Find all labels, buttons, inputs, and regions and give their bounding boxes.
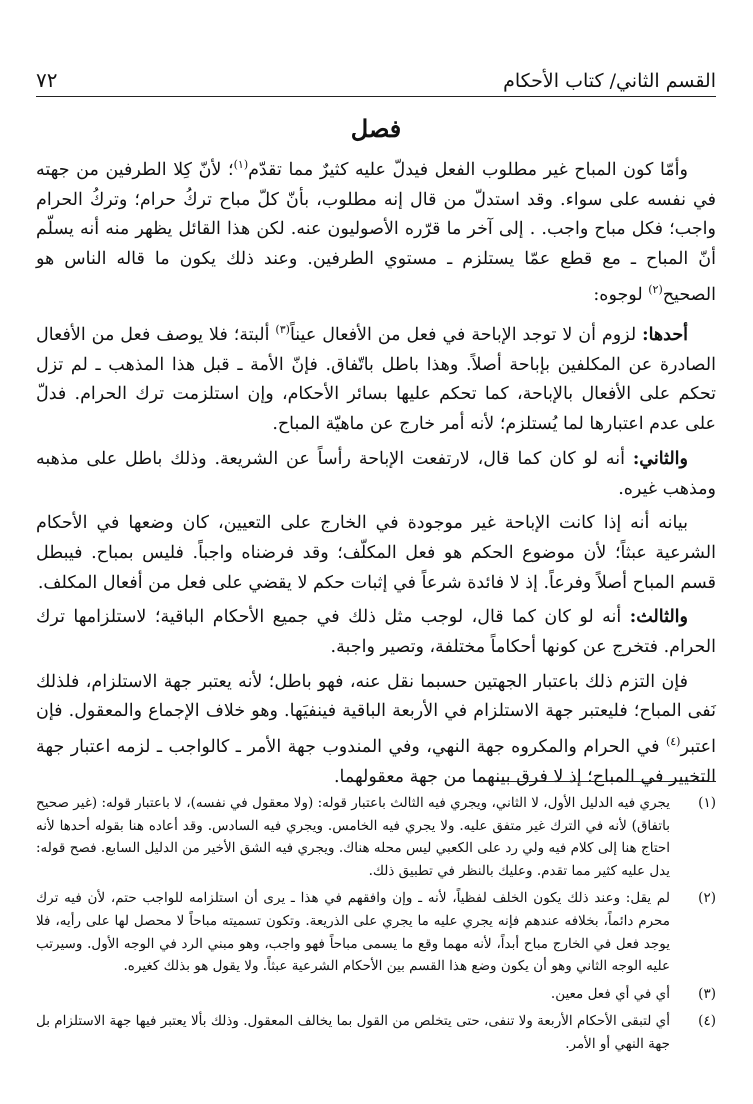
footnote-text: أي لتبقى الأحكام الأربعة ولا تنفى، حتى يتخلص من القول بما يخالف المعقول. وذلك بألا يعتبر فيها جهة الاستلزام بل جهة النهي أو الأمر. bbox=[36, 1013, 670, 1052]
footnote-text: لم يقل: وعند ذلك يكون الخلف لفظياً، لأنه ـ وإن وافقهم في هذا ـ يرى أن استلزامه للواجب حتم، لأن فيه ترك محرم دائماً، بخلافه عندهم فإنه يجري عليه ما يجري على الذريعة. وتكون تسميته مباحاً لا محصل لها على رأيه، فلا يوجد فعل في الخارج مباح أبداً، لأنه مهما وقع ما يسمى مباحاً فهو واجب، وهو مبني الرد في الوجه الأول. وسيرتب عليه الوجه الثاني وهو أن يكون وضع هذا القسم بين الأحكام الشرعية عبثاً. ولا يقول هو بذلك كغيره. bbox=[36, 890, 670, 975]
running-title: القسم الثاني/ كتاب الأحكام bbox=[503, 70, 716, 92]
paragraph-text: في الحرام والمكروه جهة النهي، وفي المندوب جهة الأمر ـ كالواجب ـ لزمه اعتبار جهة التخيير في المباح؛ إذ لا فرق بينهما من جهة معقولهما. bbox=[36, 736, 716, 787]
paragraph bbox=[36, 509, 716, 598]
paragraph bbox=[36, 668, 716, 793]
page-header bbox=[36, 58, 716, 97]
footnote bbox=[36, 983, 716, 1006]
paragraph-lead: والثالث: bbox=[629, 607, 688, 628]
footnote bbox=[36, 1010, 716, 1055]
paragraph-lead: أحدها: bbox=[642, 325, 688, 345]
paragraph-text: لوجوه: bbox=[593, 284, 649, 305]
section-title: فصل bbox=[350, 114, 402, 143]
footnote-number: (٤) bbox=[698, 1013, 716, 1030]
paragraph-lead: والثاني: bbox=[632, 448, 688, 469]
page-number: ٧٢ bbox=[36, 68, 58, 92]
paragraph-text: أنه لو كان كما قال، لوجب مثل ذلك في جميع الأحكام الباقية؛ لاستلزامها ترك الحرام. فتخرج عن كونها أحكاماً مختلفة، وتصير واجبة. bbox=[36, 607, 716, 658]
paragraph-text: بيانه أنه إذا كانت الإباحة غير موجودة في الخارج على التعيين، كان وضعها في الأحكام الشرعية عبثاً؛ لأن موضوع الحكم هو فعل المكلّف؛ وقد فرضناه واجباً. فليس بمباح. فيبطل قسم المباح أصلاً وفرعاً. إذ لا فائدة شرعاً في إثبات حكم لا يقضي على فعل من أفعال المكلف. bbox=[36, 513, 716, 593]
paragraph-text: ؛ لأنّ كِلا الطرفين من جهته في نفسه على سواء. وقد استدلّ من قال إنه مطلوب، بأنّ كلّ مباح تركُ حرام؛ وتركُ الحرام واجب؛ فكل مباح واجب. . إلى آخر ما قرّره الأصوليون عنه. لكن هذا القائل يظهر منه أنه يسلّم أنّ المباح ـ مع قطع عمّا يستلزم ـ مستوي الطرفين. وعند ذلك يكون ما قاله الناس هو الصحيح bbox=[36, 159, 716, 305]
footnote-divider bbox=[476, 781, 716, 782]
footnote-text: يجري فيه الدليل الأول، لا الثاني، ويجري فيه الثالث باعتبار قوله: (ولا معقول في نفسه)، لا باعتبار قوله: (غير صحيح باتفاق) لأنه في الترك غير متفق عليه. ولا يجري فيه الخامس. ويجري فيه السادس. وقد أعاده هنا بقوله أحدها لأنه احتاج هنا إلى كلام فيه ولي رد على الكعبي ليس محله هناك. ويجري فيه الشق الأخير من الدليل السابع. فصح قوله: يدل عليه كثير مما تقدم. وعليك بالنظر في تطبيق ذلك. bbox=[36, 795, 670, 879]
footnote-ref: (٣) bbox=[275, 323, 290, 337]
footnotes bbox=[36, 792, 716, 1061]
paragraph-text: لزوم أن لا توجد الإباحة في فعل من الأفعال عيناً bbox=[289, 325, 643, 345]
footnote bbox=[36, 887, 716, 977]
paragraph-text: أنه لو كان كما قال، لارتفعت الإباحة رأساً عن الشريعة. وذلك باطل على مذهبه ومذهب غيره. bbox=[36, 448, 716, 499]
paragraph bbox=[36, 315, 716, 440]
footnote bbox=[36, 792, 716, 882]
paragraph bbox=[36, 150, 716, 310]
footnote-ref: (١) bbox=[233, 158, 249, 171]
footnote-number: (٣) bbox=[698, 985, 716, 1002]
footnote-ref: (٤) bbox=[665, 735, 681, 749]
book-page bbox=[36, 40, 716, 1080]
paragraph bbox=[36, 445, 716, 504]
paragraph-text: فإن التزم ذلك باعتبار الجهتين حسبما نقل عنه، فهو باطل؛ لأنه يعتبر جهة الاستلزام، فلذلك نَفى المباح؛ فليعتبر جهة الاستلزام في الأربعة الباقية فينفيَها. وهو خلاف الإجماع والمعقول. فإن اعتبر bbox=[36, 671, 716, 757]
paragraph-text: وأمّا كون المباح غير مطلوب الفعل فيدلّ عليه كثيرٌ مما تقدّم bbox=[248, 159, 688, 180]
footnote-text: أي في أي فعل معين. bbox=[550, 985, 670, 1002]
footnote-ref: (٢) bbox=[648, 282, 663, 296]
main-text bbox=[36, 150, 716, 797]
footnote-number: (١) bbox=[698, 795, 716, 811]
footnote-number: (٢) bbox=[698, 890, 716, 907]
paragraph-text: ألبتة؛ فلا يوصف فعل من الأفعال الصادرة عن المكلفين بإباحة أصلاً. وهذا باطل باتّفاق. فإنّ الأمة ـ قبل هذا المذهب ـ لم تزل تحكم على الأفعال بالإباحة، كما تحكم عليها بسائر الأحكام، وإن استلزمت ترك الحرام. فدلّ على عدم اعتبارها لما يُستلزم؛ لأنه أمر خارج عن ماهيّة المباح. bbox=[36, 325, 716, 435]
paragraph bbox=[36, 603, 716, 662]
